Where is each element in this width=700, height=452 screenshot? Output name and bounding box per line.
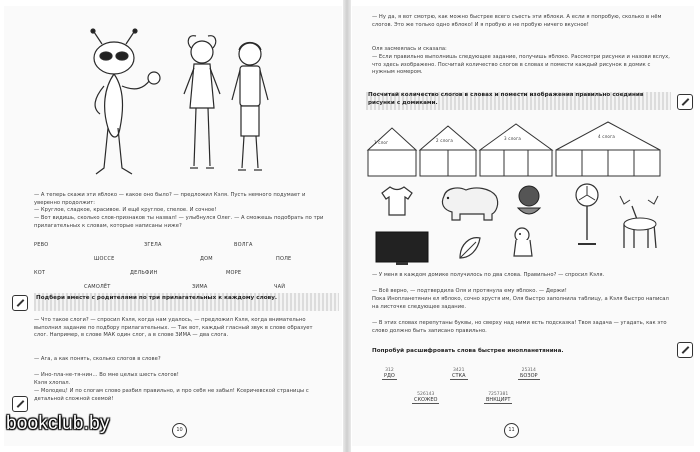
word: ЗИМА [192,284,208,290]
right-paragraph-1b: Оля засмеялась и сказала: [372,46,447,52]
cipher-item [382,368,397,380]
word: ПОЛЕ [276,256,292,262]
right-task-2: Попробуй расшифровать слова быстрее инопланетянина. [372,348,564,354]
dog-icon [510,226,538,260]
word: МОРЕ [226,270,242,276]
cipher-item [450,368,468,380]
cipher-word: РДО [384,373,395,379]
house-label: 3 слога [504,136,521,141]
cipher-hint: 25314 [521,368,536,373]
watermelon-icon [512,184,546,220]
word: ДЕЛЬФИН [130,270,158,276]
cipher-hint: 3421 [453,368,465,373]
right-paragraph-2: — У меня в каждом домике получилось по два слова. Правильно? — спросил Кэля. [372,272,605,278]
right-paragraph-2b: — Всё верно, — подтвердила Оля и протянула ему яблоко. — Держи! [372,288,567,294]
right-task-1: Посчитай количество слогов в словах и помести изображения правильно соединив рисунки с домиками. [368,92,644,106]
cipher-word: СКОЖЕО [414,397,438,403]
right-paragraph-2d: — В этих словах перепутаны буквы, но сверху над ними есть подсказка! Твоя задача — угадать, как это слово должно быть записано правильно. [372,320,667,334]
word: ЗГЕЛА [144,242,162,248]
cipher-hint: 7257381 [488,392,509,397]
house-label: 1 слог [374,140,389,145]
right-paragraph-1c: — Если правильно выполнишь следующее задание, получишь яблоко. Рассмотри рисунки и назови вслух, что здесь изображено. Посчитай количество слогов в словах и помести каждый рисунок в домик с нужным номером. [372,54,670,76]
syllable-houses [366,120,666,180]
page-number: 11 [504,423,519,438]
word: КОТ [34,270,46,276]
left-task-1: Подбери вместе с родителями по три прилагательных к каждому слову. [36,295,278,301]
word: РЕВО [34,242,49,248]
left-paragraph-2e: — Молодец! И по слогам слово разбил правильно, и про себя не забыл! Ксеричевской страницы с детальной сложной схемой! [34,388,309,402]
pencil-icon [12,295,28,311]
cipher-word: ВНКЦИРТ [486,397,511,403]
left-page [4,6,342,446]
left-paragraph-1: — А теперь скажи эти яблоко — какое оно было? — предложил Кэля. Пусть немного подумает и уверенно продолжит: [34,192,306,206]
book-spine [343,0,351,452]
left-paragraph-2b: — Ага, а как понять, сколько слогов в слове? [34,356,161,362]
cipher-hint: 312 [385,368,394,373]
tv-icon [374,230,430,266]
alien-children-illustration [74,28,284,188]
house-label: 4 слога [598,134,615,139]
pencil-icon [677,342,693,358]
tshirt-icon [380,184,414,218]
left-paragraph-2c: — Ино-пла-не-тя-нин... Во мне целых шесть слогов! [34,372,179,378]
cipher-item [484,392,512,404]
leaf-icon [456,234,482,262]
left-paragraph-1b: — Круглое, сладкое, красивое. И ещё круглое, спелое. И сочное! [34,207,217,213]
word: ВОЛГА [234,242,253,248]
right-paragraph-1: — Ну да, я вот смотрю, как можно быстрее всего съесть эти яблоки. А если я попробую, сколько в нём слогов. Это же только одно яблоко! И я пробую и не пробую ничего вкусное! [372,14,662,28]
word: ДОМ [200,256,213,262]
bear-icon [436,182,502,222]
left-paragraph-1c: — Вот видишь, сколько слов-признаков ты назвал! — улыбнулся Олег. — А сможешь подобрать по три прилагательных к словам, которые написаны ниже? [34,215,324,229]
left-paragraph-2: — Что такое слоги? — спросил Кэля, когда нам удалось, — предложил Кэля, когда внимательно выполнил задание по подбору прилагательных. — Так вот, каждый гласный звук в слове образует слог. Например, в слове МАК один слог, а в слове ЗИМА — два слога. [34,317,313,339]
cipher-hint: 526143 [417,392,435,397]
word: САМОЛЁТ [84,284,111,290]
word: ЧАЙ [274,284,286,290]
right-page [352,6,694,446]
right-paragraph-2c: Пока Инопланетянин ел яблоко, сочно хрустя им, Оля быстро заполнила таблицу, а Кэля быстро написал на листочке следующее задание. [372,296,669,310]
cipher-item [412,392,439,404]
fan-icon [572,182,602,248]
house-label: 2 слога [436,138,453,143]
cipher-word: СТКА [452,373,466,379]
left-paragraph-2d: Кэля хлопал. [34,380,71,386]
pencil-icon [12,396,28,412]
cipher-item [518,368,540,380]
pencil-icon [677,94,693,110]
word: ШОССЕ [94,256,115,262]
cipher-word: БОЗОР [520,373,538,379]
moose-icon [614,192,664,252]
watermark: bookclub.by [6,413,110,434]
page-number: 10 [172,423,187,438]
